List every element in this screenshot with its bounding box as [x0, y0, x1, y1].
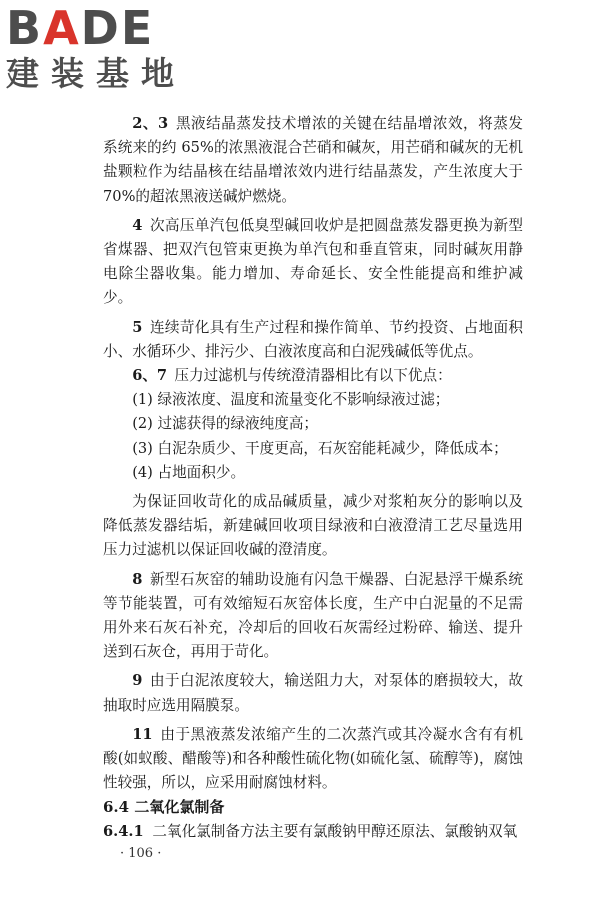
paragraph-2-3 [103, 112, 523, 209]
paragraph-8 [103, 568, 523, 665]
paragraph-4 [103, 214, 523, 311]
paragraph-number: 5 [132, 318, 143, 336]
logo-letters-de: DE [80, 1, 155, 55]
paragraph-text: 黑液结晶蒸发技术增浓的关键在结晶增浓效，将蒸发系统来的约 65%的浓黑液混合芒硝和碱灰，用芒硝和碱灰的无机盐颗粒作为结晶核在结晶增浓效内进行结晶蒸发，产生浓度大于 70%的超浓黑液送碱炉燃烧。 [103, 115, 523, 205]
paragraph-text: 次高压单汽包低臭型碱回收炉是把圆盘蒸发器更换为新型省煤器、把双汽包管束更换为单汽包和垂直管束，同时碱灰用静电除尘器收集。能力增加、寿命延长、安全性能提高和维护减少。 [103, 216, 523, 307]
page-number: · 106 · [120, 846, 162, 861]
paragraph-number: 2、3 [132, 115, 169, 132]
list-item: (3) 白泥杂质少、干度更高，石灰窑能耗减少，降低成本； [132, 439, 508, 457]
logo-letter-b: B [6, 1, 44, 55]
logo-wordmark [6, 1, 196, 55]
paragraph-number: 9 [132, 672, 143, 690]
paragraph-text: 由于白泥浓度较大，输送阻力大，对泵体的磨损较大，故抽取时应选用隔膜泵。 [103, 672, 523, 714]
paragraph-text: 新型石灰窑的辅助设施有闪急干燥器、白泥悬浮干燥系统等节能装置，可有效缩短石灰窑体长度，生产中白泥量的不足需用外来石灰石补充，冷却后的回收石灰需经过粉碎、输送、提升送到石灰仓，再用于苛化。 [103, 570, 523, 661]
list-item: (2) 过滤获得的绿液纯度高； [132, 415, 319, 433]
logo-letter-a: A [43, 1, 81, 55]
paragraph-6-7-note: 为保证回收苛化的成品碱质量，减少对浆粕灰分的影响以及降低蒸发器结垢，新建碱回收项目绿液和白液澄清工艺尽量选用压力过滤机以保证回收碱的澄清度。 [103, 493, 523, 559]
paragraph-number: 8 [132, 570, 143, 588]
clause-text: 二氧化氯制备方法主要有氯酸钠甲醇还原法、氯酸钠双氧 [152, 822, 518, 840]
paragraph-6-7 [103, 364, 523, 388]
logo-subtitle: 建装基地 [6, 54, 186, 93]
clause-6-4-1 [103, 820, 523, 844]
paragraph-text: 由于黑液蒸发浓缩产生的二次蒸汽或其冷凝水含有有机酸(如蚁酸、醋酸等)和各种酸性硫化物(如硫化氢、硫醇等)，腐蚀性较强，所以，应采用耐腐蚀材料。 [103, 725, 523, 792]
list-item: (4) 占地面积少。 [132, 463, 246, 481]
section-title: 6.4 二氧化氯制备 [103, 798, 225, 817]
page-body [103, 112, 523, 844]
paragraph-text: 连续苛化具有生产过程和操作简单、节约投资、占地面积小、水循环少、排污少、白液浓度高和白泥残碱低等优点。 [103, 318, 523, 360]
paragraph-number: 4 [132, 216, 143, 234]
paragraph-number: 11 [132, 725, 153, 743]
paragraph-text: 压力过滤机与传统澄清器相比有以下优点： [174, 367, 452, 385]
paragraph-number: 6、7 [132, 367, 168, 385]
paragraph-9 [103, 669, 523, 717]
bade-logo [6, 1, 196, 94]
paragraph-11 [103, 723, 523, 796]
paragraph-5 [103, 316, 523, 364]
list-item: (1) 绿液浓度、温度和流量变化不影响绿液过滤； [132, 391, 450, 409]
clause-number: 6.4.1 [103, 822, 144, 840]
